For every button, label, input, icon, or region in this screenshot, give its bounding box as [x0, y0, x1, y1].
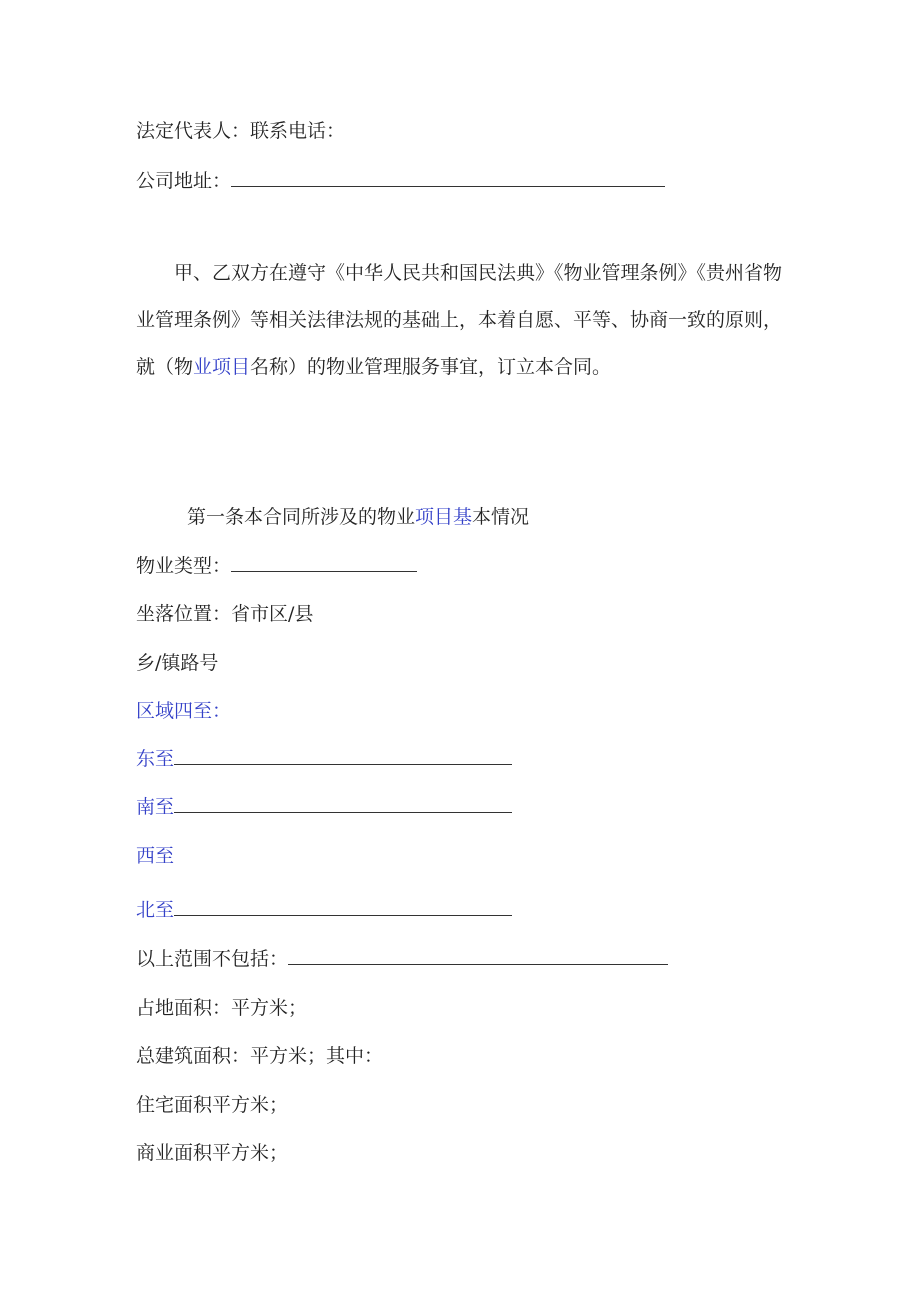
property-type-line [136, 553, 417, 579]
article-1-text-c: 本情况 [472, 506, 530, 528]
boundaries-title: 区域四至： [136, 700, 232, 722]
company-address-blank [231, 185, 665, 187]
west-boundary-label: 西至 [136, 845, 175, 867]
location-line-1: 坐落位置：省市区/县 [136, 603, 314, 625]
intro-paragraph [136, 250, 786, 391]
land-area-line: 占地面积：平方米； [136, 997, 308, 1019]
excluded-range-blank [288, 963, 668, 965]
article-1-text-highlight: 项目基 [415, 506, 473, 528]
west-boundary-line [136, 843, 174, 869]
commercial-area-line: 商业面积平方米； [136, 1142, 289, 1164]
north-boundary-label: 北至 [136, 899, 175, 921]
east-boundary-label: 东至 [136, 748, 175, 770]
residential-area-line: 住宅面积平方米； [136, 1094, 289, 1116]
article-1-text-a: 第一条本合同所涉及的物业 [187, 506, 416, 528]
north-boundary-line [136, 897, 512, 923]
intro-text-highlight: 业项目 [193, 356, 251, 378]
company-address-label: 公司地址： [136, 170, 232, 192]
excluded-range-line [136, 946, 668, 972]
south-boundary-line [136, 794, 512, 820]
company-address-line [136, 168, 665, 194]
property-type-blank [231, 570, 417, 572]
intro-text-a: 甲、乙双方在遵守《中华人民共和国民法典》《物业管理条例》《贵州省物业管理条例》等相关法律法规的基础上，本着自愿、平等、协商一致的原则，就（物 [136, 262, 783, 378]
north-boundary-blank [174, 914, 512, 916]
east-boundary-line [136, 746, 512, 772]
intro-text-c: 名称）的物业管理服务事宜，订立本合同。 [250, 356, 612, 378]
property-type-label: 物业类型： [136, 555, 232, 577]
south-boundary-blank [174, 811, 512, 813]
building-area-line: 总建筑面积：平方米；其中： [136, 1045, 384, 1067]
location-line-2: 乡/镇路号 [136, 652, 219, 674]
article-1-heading [187, 504, 529, 530]
excluded-range-label: 以上范围不包括： [136, 948, 289, 970]
representative-phone-line: 法定代表人：联系电话： [136, 120, 346, 142]
south-boundary-label: 南至 [136, 796, 175, 818]
east-boundary-blank [174, 763, 512, 765]
